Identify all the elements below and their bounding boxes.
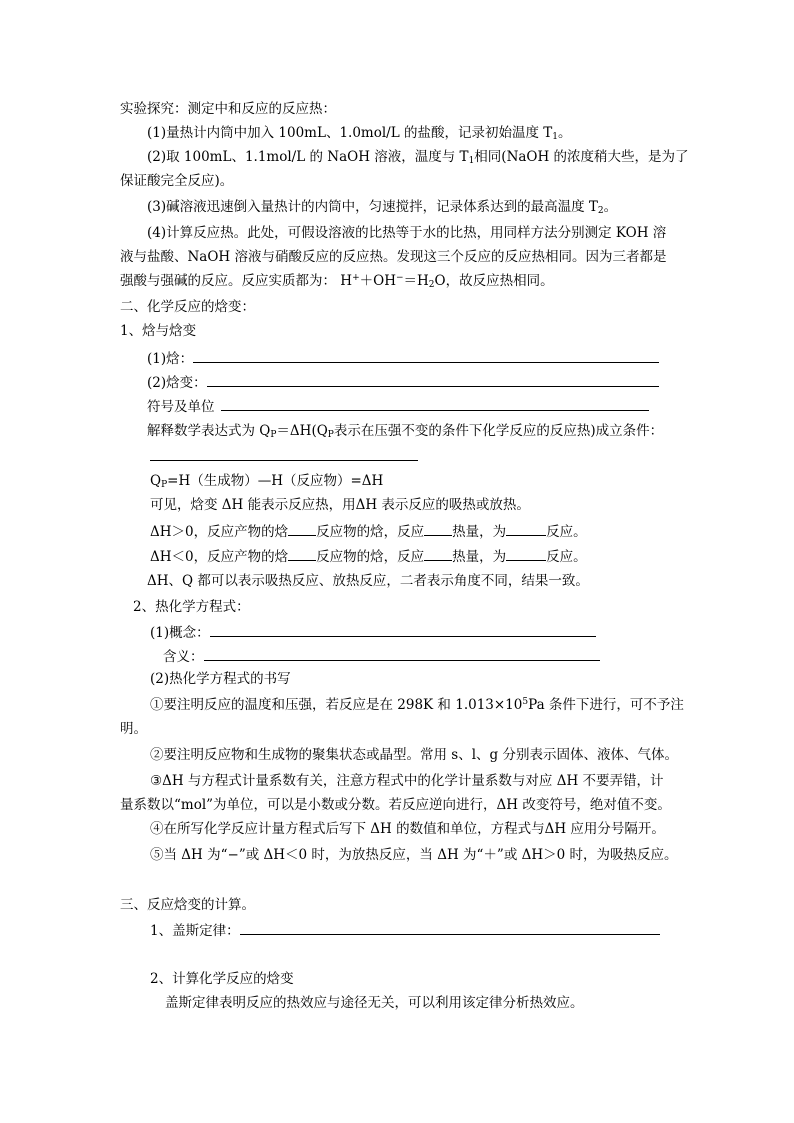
experiment-step-4: (4)计算反应热。此处，可假设溶液的比热等于水的比热，用同样方法分别测定 KOH 溶 <box>147 225 667 241</box>
hess-law-line: 1、盖斯定律： <box>150 920 660 940</box>
subsection-enthalpy: 1、焓与焓变 <box>120 323 197 339</box>
experiment-step-3: (3)碱溶液迅速倒入量热计的内筒中，匀速搅拌，记录体系达到的最高温度 $T_2$。 <box>147 199 618 216</box>
rule-4: ④在所写化学反应计量方程式后写下 ΔH 的数值和单位，方程式与ΔH 应用分号隔开。 <box>150 821 665 837</box>
experiment-step-2: (2)取 100mL、1.1mol/L 的 NaOH 溶液，温度与 $T_1$相同(NaOH 的浓度稍大些，是为了 <box>147 149 689 166</box>
positive-dh-blank-2[interactable] <box>424 521 452 536</box>
hess-law-blank[interactable] <box>240 920 660 935</box>
concept-line: (1)概念： <box>150 622 596 642</box>
experiment-step-1: (1)量热计内筒中加入 100mL、1.0mol/L 的盐酸，记录初始温度 $T_1$。 <box>147 125 572 142</box>
rule-1-cont: 明。 <box>120 721 147 737</box>
rule-3-cont: 量系数以“mol”为单位，可以是小数或分数。若反应逆向进行，ΔH 改变符号，绝对值不变。 <box>120 797 671 813</box>
meaning-line: 含义： <box>163 646 600 666</box>
section-title-experiment: 实验探究：测定中和反应的反应热： <box>120 101 336 117</box>
section-title-enthalpy: 二、化学反应的焓变： <box>120 299 255 315</box>
rule-5: ⑤当 ΔH 为“−”或 ΔH＜0 时，为放热反应，当 ΔH 为“＋”或 ΔH＞0 时，为吸热反应。 <box>150 847 678 863</box>
meaning-blank[interactable] <box>204 646 600 661</box>
section-title-calculation: 三、反应焓变的计算。 <box>120 897 255 913</box>
positive-dh-blank-1[interactable] <box>288 521 316 536</box>
negative-dh-blank-2[interactable] <box>424 546 452 561</box>
rule-2: ②要注明反应物和生成物的聚集状态或晶型。常用 s、l、g 分别表示固体、液体、气体。 <box>150 747 678 763</box>
enthalpy-line: (1)焓： <box>147 348 659 368</box>
dh-q-note: ΔH、Q 都可以表示吸热反应、放热反应，二者表示角度不同，结果一致。 <box>147 573 589 589</box>
negative-dh-blank-1[interactable] <box>288 546 316 561</box>
negative-dh-line: ΔH＜0，反应产物的焓 反应物的焓，反应 热量，为 反应。 <box>150 546 587 566</box>
experiment-step-4-cont-2: 强酸与强碱的反应。反应实质都为： $H^++OH^-=H_2O$，故反应热相同。 <box>120 273 554 290</box>
enthalpy-blank[interactable] <box>193 348 659 363</box>
condition-blank[interactable] <box>150 446 418 461</box>
concept-blank[interactable] <box>210 622 596 637</box>
hess-law-description: 盖斯定律表明反应的热效应与途径无关，可以利用该定律分析热效应。 <box>165 995 584 1011</box>
symbol-unit-blank[interactable] <box>221 396 649 411</box>
experiment-step-2-cont: 保证酸完全反应)。 <box>120 173 234 189</box>
symbol-unit-line: 符号及单位 <box>147 396 649 416</box>
enthalpy-change-line: (2)焓变： <box>147 372 659 392</box>
subsection-calc-enthalpy: 2、计算化学反应的焓变 <box>150 971 294 987</box>
subsection-thermochemical: 2、热化学方程式： <box>133 599 250 615</box>
enthalpy-note: 可见，焓变 ΔH 能表示反应热，用ΔH 表示反应的吸热或放热。 <box>150 497 530 513</box>
expression-explanation: 解释数学表达式为 $Q_P=\Delta H(Q_P$表示在压强不变的条件下化学反应的反应热)成立条件： <box>147 423 664 440</box>
qp-formula: $Q_P=H$（生成物）—H（反应物）=ΔH <box>150 473 384 490</box>
rule-1: ①要注明反应的温度和压强，若反应是在 298K 和 $1.013\times 10^5Pa$ 条件下进行，可不予注 <box>150 697 684 713</box>
condition-line <box>150 446 418 466</box>
positive-dh-blank-3[interactable] <box>506 521 546 536</box>
rule-3: ③ΔH 与方程式计量系数有关，注意方程式中的化学计量系数与对应 ΔH 不要弄错，计 <box>150 773 664 789</box>
positive-dh-line: ΔH＞0，反应产物的焓 反应物的焓，反应 热量，为 反应。 <box>150 521 587 541</box>
writing-rules-title: (2)热化学方程式的书写 <box>150 671 291 687</box>
experiment-step-4-cont-1: 液与盐酸、NaOH 溶液与硝酸反应的反应热。发现这三个反应的反应热相同。因为三者都是 <box>120 249 667 265</box>
negative-dh-blank-3[interactable] <box>506 546 546 561</box>
enthalpy-change-blank[interactable] <box>207 372 659 387</box>
